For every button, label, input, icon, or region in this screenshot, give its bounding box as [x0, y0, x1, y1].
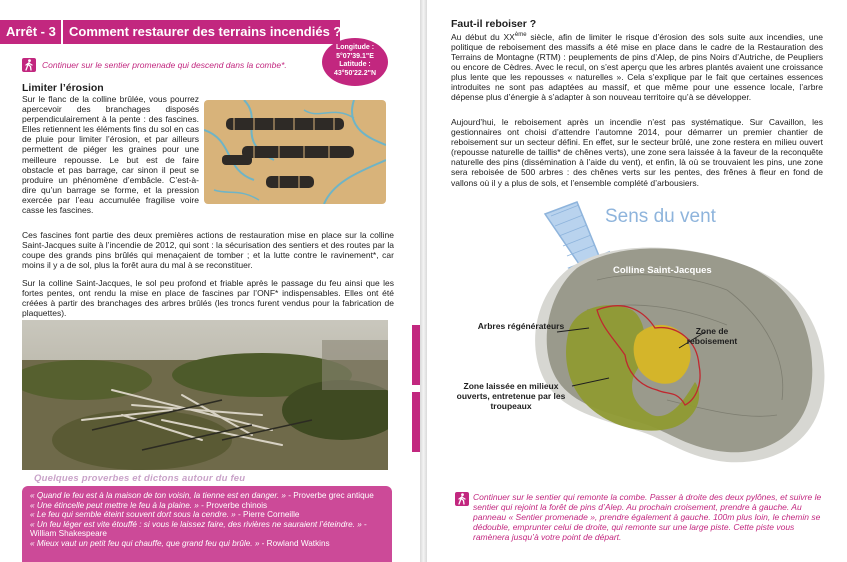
- burned-hillside-photo: [22, 320, 388, 470]
- proverb-quote: « Le feu qui semble éteint souvent dort sous la cendre. »: [30, 510, 236, 520]
- longitude-label: Longitude :: [335, 44, 375, 51]
- walker-icon: [455, 492, 469, 506]
- reforest-text-b: siècle, afin de limiter le risque d’érosion des sols suite aux incendies, une politique de reboisement des massifs a été mise en place dans le cadre de la Restauration des Terrains de Montagne (RTM) : peuplements de pins d’Alep, de pins Noirs d’Autriche, de Peupliers ou encore de Cèdres. Avec le recul, on s’est aperçu que les arbres plantés avaient une croissance plus lente que les repousses « naturelles ». Cela s’explique par le fait que certaines essences introduites ne sont pas adaptées au massif, et que même pour une essence locale, l’arbre dépense plus d’énergie à s’adapter à son nouveau territoire qu’à se développer.: [451, 31, 823, 103]
- erosion-heading: Limiter l’érosion: [22, 82, 104, 94]
- proverb-author: - William Shakespeare: [30, 519, 367, 539]
- restoration-paragraph: Ces fascines font partie des deux premières actions de restauration mise en place sur la colline Saint-Jacques suite à l’incendie de 2012, qui sont : la sécurisation des sentiers et des routes par la coupe des grands pins brûlés qui menaçaient de tomber ; et la lutte contre le ravinement*, car moins il y a de sol, plus la forêt aura du mal à se reconstituer.: [22, 230, 394, 271]
- reforest-text-a: Au début du XX: [451, 31, 515, 42]
- proverb-author: - Proverbe chinois: [198, 500, 268, 510]
- walker-icon: [22, 58, 36, 72]
- section-header: [0, 20, 340, 44]
- proverb-author: - Proverbe grec antique: [285, 491, 374, 500]
- proverb-author: - Pierre Corneille: [235, 510, 300, 520]
- proverb-item: [30, 539, 384, 549]
- right-page: [427, 0, 847, 562]
- wind-label: Sens du vent: [605, 206, 716, 227]
- erosion-paragraph: Sur le flanc de la colline brûlée, vous pourrez apercevoir des branchages disposés perpendiculairement à la pente : des fascines. Elles retiennent les éléments fins du sol en cas de pluie pour limiter l’érosion, et par ailleurs permettent de piéger les graines pour une meilleure repousse. Le but est de faire obstacle et pas barrage, car sinon il peut se produire un phénomène d’embâcle. C’est-à-dire qu’un barrage se forme, et la pression exercée par l’eau accumulée fragilise voire casse les fascines.: [22, 94, 199, 216]
- proverb-item: [30, 510, 384, 520]
- proverb-item: [30, 491, 384, 501]
- reforestation-map: [427, 200, 847, 485]
- reforest-heading: Faut-il reboiser ?: [451, 18, 537, 30]
- proverb-author: - Rowland Watkins: [259, 538, 330, 548]
- proverb-item: [30, 501, 384, 511]
- latitude-value: 43°50'22.2"N: [333, 69, 377, 77]
- reforest-sup: ème: [514, 32, 527, 38]
- left-instruction: Continuer sur le sentier promenade qui descend dans la combe*.: [42, 60, 287, 70]
- proverb-quote: « Mieux vaut un petit feu qui chauffe, que grand feu qui brûle. »: [30, 538, 260, 548]
- open-zone-label: Zone laissée en milieux ouverts, entretenue par les troupeaux: [456, 381, 566, 411]
- side-tab-upper: [412, 325, 420, 385]
- right-instruction: Continuer sur le sentier qui remonte la combe. Passer à droite des deux pylônes, et suivre le sentier qui rejoint la forêt de pins d’Alep. Au prochain croisement, prendre à gauche. Au panneau « Sentier promenade », prendre également à gauche. 100m plus loin, le chemin se dédouble, emprunter celui de droite, qui remonte sur une large piste. Cette piste vous ramènera jusqu’à votre point de départ.: [473, 492, 822, 542]
- page-gutter: [420, 0, 427, 562]
- proverbs-box: [22, 486, 392, 562]
- fascine-illustration: [204, 100, 386, 204]
- proverb-quote: « Quand le feu est à la maison de ton voisin, la tienne est en danger. »: [30, 491, 286, 500]
- hill-label: Colline Saint-Jacques: [613, 265, 712, 276]
- stop-label: Arrêt - 3: [6, 24, 56, 39]
- fascines-paragraph: Sur la colline Saint-Jacques, le sol peu profond et friable après le passage du feu ainsi que les fortes pentes, ont rendu la mise en place de fascines par l’ONF* indispensables. Elles ont été créées à partir des branchages des arbres brûlés (les troncs furent vendus pour la fabrication de plaquettes).: [22, 278, 394, 319]
- reforest-paragraph-2: Aujourd’hui, le reboisement après un incendie n’est pas systématique. Sur Cavaillon, les gestionnaires ont choisi d’attendre l’automne 2014, pour démarrer un premier chantier de reboisement sur un secteur défini. En effet, sur le secteur brûlé, une zone restera en milieu ouvert (repousse naturelle de taillis* de chênes verts), une zone sera laissée à la faveur de la reconquête naturelle des pins (dissémination à l’aide du vent), et enfin, là où se trouvaient les pins, une zone sera reboisée de 500 arbres : des chênes verts sur les pentes, des frênes à fleur en fond de vallons où il y a plus de sols, et l’ensemble complété d’arbousiers.: [451, 117, 823, 188]
- latitude-label: Latitude :: [339, 61, 371, 68]
- regenerators-label: Arbres régénérateurs: [477, 321, 565, 331]
- reforest-paragraph-1: [451, 30, 823, 102]
- proverb-quote: « Une étincelle peut mettre le feu à la plaine. »: [30, 500, 199, 510]
- left-page: [0, 0, 420, 562]
- reforest-zone-label: Zone de reboisement: [686, 326, 738, 346]
- page-title: Comment restaurer des terrains incendiés ?: [69, 24, 342, 39]
- longitude-value: 5°07'39.1"E: [336, 52, 374, 60]
- side-tab-lower: [412, 392, 420, 452]
- header-separator: [61, 20, 63, 44]
- proverbs-title: Quelques proverbes et dictons autour du feu: [34, 473, 246, 484]
- proverb-item: [30, 520, 384, 539]
- proverb-quote: « Un feu léger est vite étouffé : si vous le laissez faire, des rivières ne sauraient l’éteindre. »: [30, 519, 362, 529]
